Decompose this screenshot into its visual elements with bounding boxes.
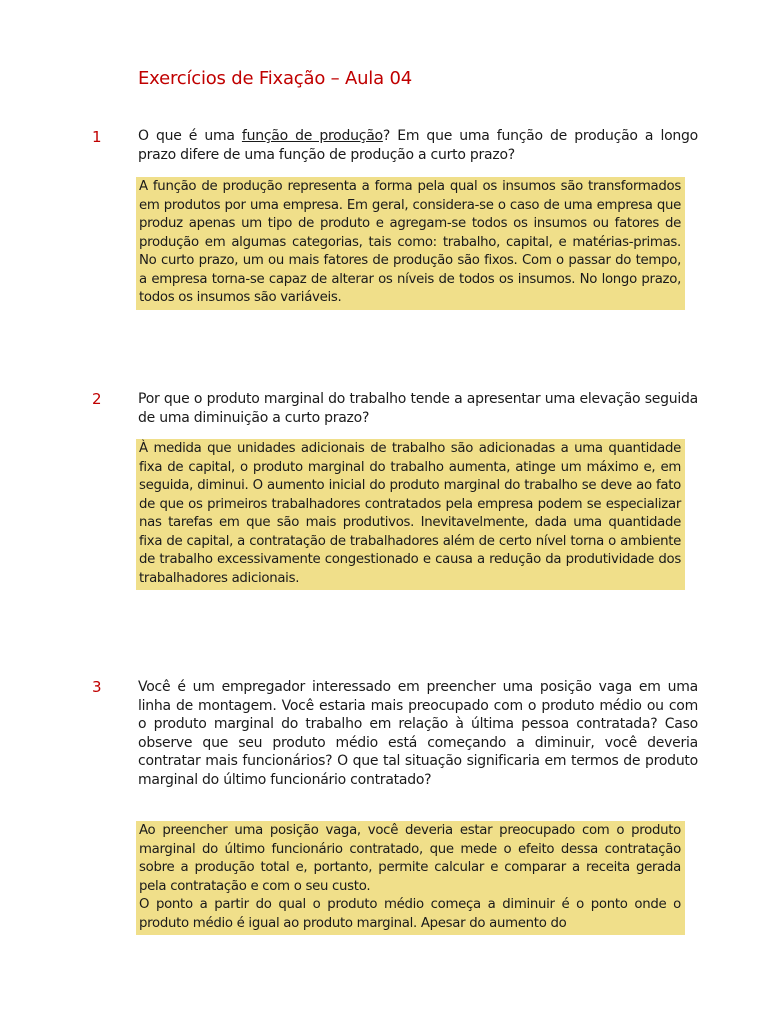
question-number: 1 [92,128,102,146]
page-title: Exercícios de Fixação – Aula 04 [138,68,412,89]
question-text: Você é um empregador interessado em preencher uma posição vaga em uma linha de montagem. Você estaria mais preocupado com o produto médio ou com o produto marginal do trabalho em relação à última pessoa contratada? Caso observe que seu produto médio está começando a diminuir, você deveria contratar mais funcionários? O que tal situação significaria em termos de produto marginal do último funcionário contratado? [138,679,698,788]
question-number: 2 [92,390,102,408]
answer-box [136,439,685,590]
answer-paragraph: A função de produção representa a forma pela qual os insumos são transformados em produtos por uma empresa. Em geral, considera-se o caso de uma empresa que produz apenas um tipo de produto e agregam-se todos os insumos ou fatores de produção em algumas categorias, tais como: trabalho, capital, e matérias-primas. No curto prazo, um ou mais fatores de produção são fixos. Com o passar do tempo, a empresa torna-se capaz de alterar os níveis de todos os insumos. No longo prazo, todos os insumos são variáveis. [139,179,681,305]
underlined-term: função de produção [241,128,383,144]
answer-paragraph: À medida que unidades adicionais de trabalho são adicionadas a uma quantidade fixa de capital, o produto marginal do trabalho aumenta, atinge um máximo e, em seguida, diminui. O aumento inicial do produto marginal do trabalho se deve ao fato de que os primeiros trabalhadores contratados pela empresa podem se especializar nas tarefas em que são mais produtivos. Inevitavelmente, dada uma quantidade fixa de capital, a contratação de trabalhadores além de certo nível torna o ambiente de trabalho excessivamente congestionado e causa a redução da produtividade dos trabalhadores adicionais. [139,441,681,586]
answer-paragraph: O ponto a partir do qual o produto médio começa a diminuir é o ponto onde o produto médio é igual ao produto marginal. Apesar do aumento do [139,897,681,931]
answer-box [136,177,685,310]
answer-paragraph: Ao preencher uma posição vaga, você deveria estar preocupado com o produto marginal do último funcionário contratado, que mede o efeito dessa contratação sobre a produção total e, portanto, permite calcular e comparar a receita gerada pela contratação e com o seu custo. [139,823,681,894]
question-number: 3 [92,678,102,696]
question-text: Por que o produto marginal do trabalho tende a apresentar uma elevação seguida de uma diminuição a curto prazo? [138,391,698,426]
question-text-part: O que é uma [138,128,242,144]
answer-box [136,821,685,935]
question-text-part: ? Em que uma função de produção a longo prazo difere de uma função de produção a curto prazo? [138,128,699,163]
question-text [138,127,698,164]
